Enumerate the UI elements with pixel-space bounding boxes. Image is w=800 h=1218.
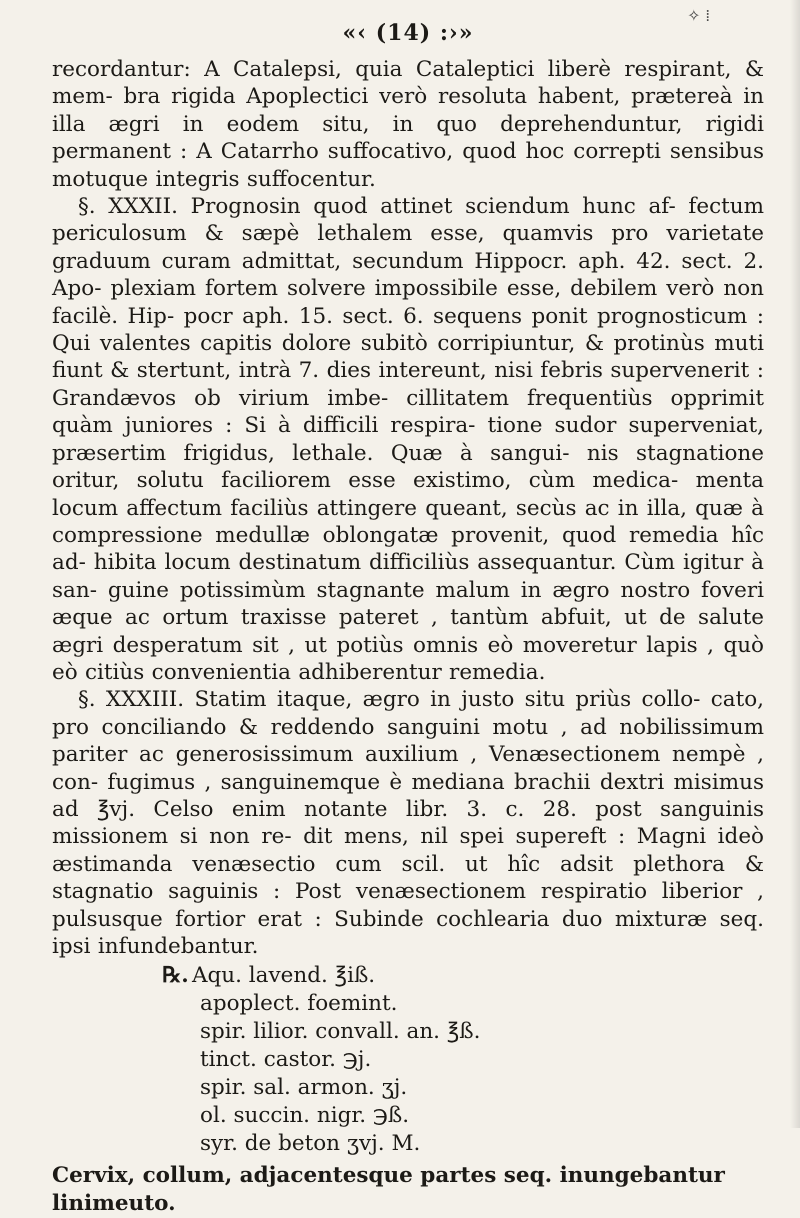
closing-line: Cervix, collum, adjacentesque partes seq. inungebantur linimeuto. [52, 1163, 725, 1217]
paragraph-prognosis: §. XXXII. Prognosin quod attinet sciendum hunc af- fectum periculosum & sæpè lethalem esse, quamvis pro varietate graduum curam admittat, secundum Hippocr. aph. 42. sect. 2. Apo- plexiam fortem solvere impossibile esse, debilem verò non facilè. Hip- pocr aph. 15. sect. 6. sequens ponit prognosticum : Qui valentes capitis dolore subitò corripiuntur, & protinùs muti fiunt & stertunt, intrà 7. dies intereunt, nisi febris supervenerit : Grandævos ob virium imbe- cillitatem frequentiùs opprimit quàm juniores : Si à difficili respira- tione sudor superveniat, præsertim frigidus, lethale. Quæ à sangui- nis stagnatione oritur, solutu faciliorem esse existimo, cùm medica- menta locum affectum faciliùs attingere queant, secùs ac in illa, quæ à compressione medullæ oblongatæ provenit, quod remedia hîc ad- hibita locum destinatum difficiliùs assequantur. Cùm igitur à san- guine potissimùm stagnante malum in ægro nostro foveri æque ac ortum traxisse pateret , tantùm abfuit, ut de salute ægri desperatum sit , ut potiùs omnis eò moveretur lapis , quò eò citiùs convenientia adhiberentur remedia. [52, 194, 764, 685]
page-number-header: «‹ (14) :›» [342, 20, 474, 46]
recipe-ingredient: Aqu. lavend. ℥iß. [192, 963, 376, 989]
recipe-ingredient: spir. sal. armon. ʒj. [200, 1075, 408, 1101]
page-edge-shadow [790, 0, 800, 1128]
paragraph-venesection: §. XXXIII. Statim itaque, ægro in justo situ priùs collo- cato, pro conciliando & reddendo sanguini motu , ad nobilissimum pariter ac generosissimum auxilium , Venæsectionem nempè , con- fugimus , sanguinemque è mediana brachii dextri misimus ad ℥vj. Celso enim notante libr. 3. c. 28. post sanguinis missionem si non re- dit mens, nil spei supereft : Magni ideò æstimanda venæsectio cum scil. ut hîc adsit plethora & stagnatio saguinis : Post venæsectionem respiratio liberior , pulsusque fortior erat : Subinde cochlearia duo mixturæ seq. ipsi infundebantur. [52, 687, 764, 959]
recipe-symbol: ℞. [162, 963, 189, 989]
recipe-ingredient: syr. de beton ʒvj. M. [200, 1131, 421, 1157]
paragraph-catalepsy: recordantur: A Catalepsi, quia Cataleptici liberè respirant, & mem- bra rigida Apoplectici verò resoluta habent, prætereà in illa ægri in eodem situ, in quo deprehenduntur, rigidi permanent : A Catarrho suffocativo, quod hoc correpti sensibus motuque integris suffocentur. [52, 57, 764, 192]
recipe-list [52, 962, 764, 1158]
corner-mark: ✧ ⁞ [687, 6, 710, 25]
recipe-ingredient: tinct. castor. ℈j. [200, 1047, 372, 1073]
recipe-ingredient: apoplect. foemint. [200, 991, 398, 1017]
recipe-ingredient: ol. succin. nigr. ℈ß. [200, 1103, 410, 1129]
recipe-ingredient: spir. lilior. convall. an. ℥ß. [200, 1019, 481, 1045]
recipe-first-line [52, 962, 764, 990]
